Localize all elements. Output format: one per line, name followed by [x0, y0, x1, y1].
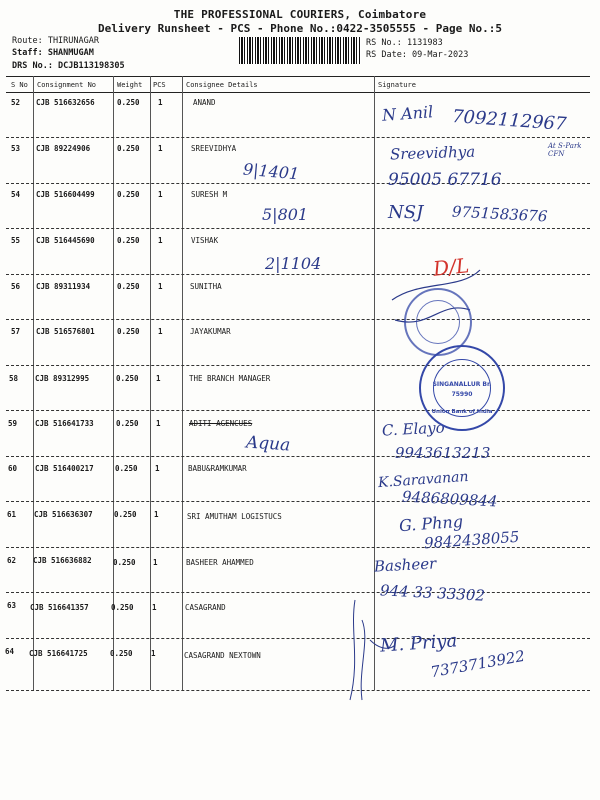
- row-consignment-no: CJB 89224906: [36, 144, 91, 153]
- row-consignee: VISHAK: [191, 236, 219, 245]
- column-header-signature: Signature: [378, 81, 416, 89]
- handwritten-phone: 9486809844: [401, 487, 498, 511]
- handwritten-note: At S-Park CFN: [548, 142, 582, 158]
- handwritten-phone: 9943613213: [395, 444, 491, 462]
- row-consignment-no: CJB 516576801: [36, 327, 95, 336]
- handwritten-phone: 9842438055: [423, 527, 520, 553]
- row-sno: 63: [7, 601, 17, 610]
- row-consignee: BABU&RAMKUMAR: [188, 464, 247, 473]
- handwritten-phone: 95005 67716: [388, 170, 502, 190]
- row-consignee: CASAGRAND NEXTOWN: [184, 651, 261, 660]
- row-consignee: JAYAKUMAR: [190, 327, 231, 336]
- row-consignee: ANAND: [193, 98, 216, 107]
- row-weight: 0.250: [117, 144, 140, 153]
- row-sno: 64: [5, 647, 15, 656]
- handwritten-signature: NSJ: [388, 202, 424, 223]
- row-consignment-no: CJB 516641733: [35, 419, 94, 428]
- row-pcs: 1: [158, 190, 163, 199]
- row-sno: 54: [11, 190, 21, 199]
- row-weight: 0.250: [116, 374, 139, 383]
- row-sno: 55: [11, 236, 21, 245]
- row-consignment-no: CJB 516604499: [36, 190, 95, 199]
- staff-label: Staff: SHANMUGAM: [12, 48, 94, 58]
- row-sno: 62: [7, 556, 17, 565]
- bank-seal-code: 75990: [451, 391, 473, 398]
- row-weight: 0.250: [117, 282, 140, 291]
- handwritten-signature: Basheer: [373, 554, 437, 576]
- row-sno: 57: [11, 327, 21, 336]
- row-pcs: 1: [156, 419, 161, 428]
- row-consignee: ADITI AGENCUES: [189, 419, 253, 428]
- row-sno: 60: [8, 464, 18, 473]
- handwritten-phone: 9751583676: [451, 202, 548, 226]
- row-consignee: SRI AMUTHAM LOGISTUCS: [187, 512, 282, 521]
- delivered-mark: D/L: [431, 253, 471, 281]
- handwritten-door-number: 9|1401: [242, 159, 301, 184]
- row-pcs: 1: [158, 236, 163, 245]
- row-weight: 0.250: [116, 419, 139, 428]
- row-consignment-no: CJB 516400217: [35, 464, 94, 473]
- row-pcs: 1: [158, 282, 163, 291]
- row-consignment-no: CJB 516636882: [33, 556, 92, 565]
- row-weight: 0.250: [111, 603, 134, 612]
- row-weight: 0.250: [117, 327, 140, 336]
- row-sno: 52: [11, 98, 21, 107]
- handwritten-door-number: 2|1104: [265, 254, 322, 273]
- row-weight: 0.250: [117, 190, 140, 199]
- row-consignee: BASHEER AHAMMED: [186, 558, 254, 567]
- row-consignment-no: CJB 89311934: [36, 282, 91, 291]
- row-consignee: CASAGRAND: [185, 603, 226, 612]
- handwritten-signature: C. Elayo: [381, 418, 446, 440]
- row-pcs: 1: [156, 374, 161, 383]
- row-sno: 58: [9, 374, 19, 383]
- rs-number: RS No.: 1131983: [366, 38, 443, 48]
- row-consignment-no: CJB 516445690: [36, 236, 95, 245]
- stamp-inner-ring: [416, 300, 460, 344]
- document-title: THE PROFESSIONAL COURIERS, Coimbatore: [173, 8, 427, 21]
- handwritten-note: Aqua: [245, 432, 291, 456]
- row-pcs: 1: [155, 464, 160, 473]
- row-weight: 0.250: [117, 236, 140, 245]
- row-weight: 0.250: [117, 98, 140, 107]
- handwritten-phone: 7373713922: [429, 646, 527, 682]
- rs-date: RS Date: 09-Mar-2023: [366, 50, 469, 60]
- column-header-consignee: Consignee Details: [186, 81, 258, 89]
- handwritten-phone: 944 33 33302: [379, 581, 486, 605]
- row-sno: 61: [7, 510, 17, 519]
- row-pcs: 1: [151, 649, 156, 658]
- row-consignment-no: CJB 516636307: [34, 510, 93, 519]
- row-consignee: SUNITHA: [190, 282, 222, 291]
- row-pcs: 1: [152, 603, 157, 612]
- row-consignment-no: CJB 516641357: [30, 603, 89, 612]
- row-consignment-no: CJB 516641725: [29, 649, 88, 658]
- row-consignment-no: CJB 89312995: [35, 374, 90, 383]
- row-pcs: 1: [153, 558, 158, 567]
- handwritten-signature: N Anil: [381, 102, 434, 125]
- document-subtitle: Delivery Runsheet - PCS - Phone No.:0422-3505555 - Page No.:5: [98, 22, 502, 35]
- row-pcs: 1: [154, 510, 159, 519]
- handwritten-signature: G. Phng: [398, 511, 464, 536]
- bank-seal-name: Union Bank of India: [431, 409, 493, 415]
- row-weight: 0.250: [110, 649, 133, 658]
- row-consignee: SREEVIDHYA: [191, 144, 237, 153]
- handwritten-phone: 7092112967: [451, 106, 568, 135]
- row-pcs: 1: [158, 327, 163, 336]
- row-consignment-no: CJB 516632656: [36, 98, 95, 107]
- column-header-consignment: Consignment No: [37, 81, 97, 89]
- bank-seal-branch: SINGANALLUR Br.: [432, 381, 492, 388]
- handwritten-signature: Sreevidhya: [389, 142, 476, 164]
- row-consignee: SURESH M: [191, 190, 228, 199]
- row-weight: 0.250: [114, 510, 137, 519]
- row-sno: 53: [11, 144, 21, 153]
- column-header-sno: S No: [11, 81, 28, 89]
- column-header-weight: Weight: [117, 81, 143, 89]
- row-sno: 56: [11, 282, 21, 291]
- column-header-pcs: PCS: [153, 81, 166, 89]
- row-pcs: 1: [158, 144, 163, 153]
- handwritten-signature: M. Priya: [379, 630, 458, 657]
- route-label: Route: THIRUNAGAR: [12, 36, 99, 46]
- row-consignee: THE BRANCH MANAGER: [189, 374, 271, 383]
- bank-seal: [419, 345, 505, 431]
- row-weight: 0.250: [113, 558, 136, 567]
- row-pcs: 1: [158, 98, 163, 107]
- handwritten-door-number: 5|801: [262, 205, 309, 224]
- row-weight: 0.250: [115, 464, 138, 473]
- drs-number: DRS No.: DCJB113198305: [12, 61, 125, 71]
- handwritten-signature: K.Saravanan: [377, 468, 469, 492]
- row-sno: 59: [8, 419, 18, 428]
